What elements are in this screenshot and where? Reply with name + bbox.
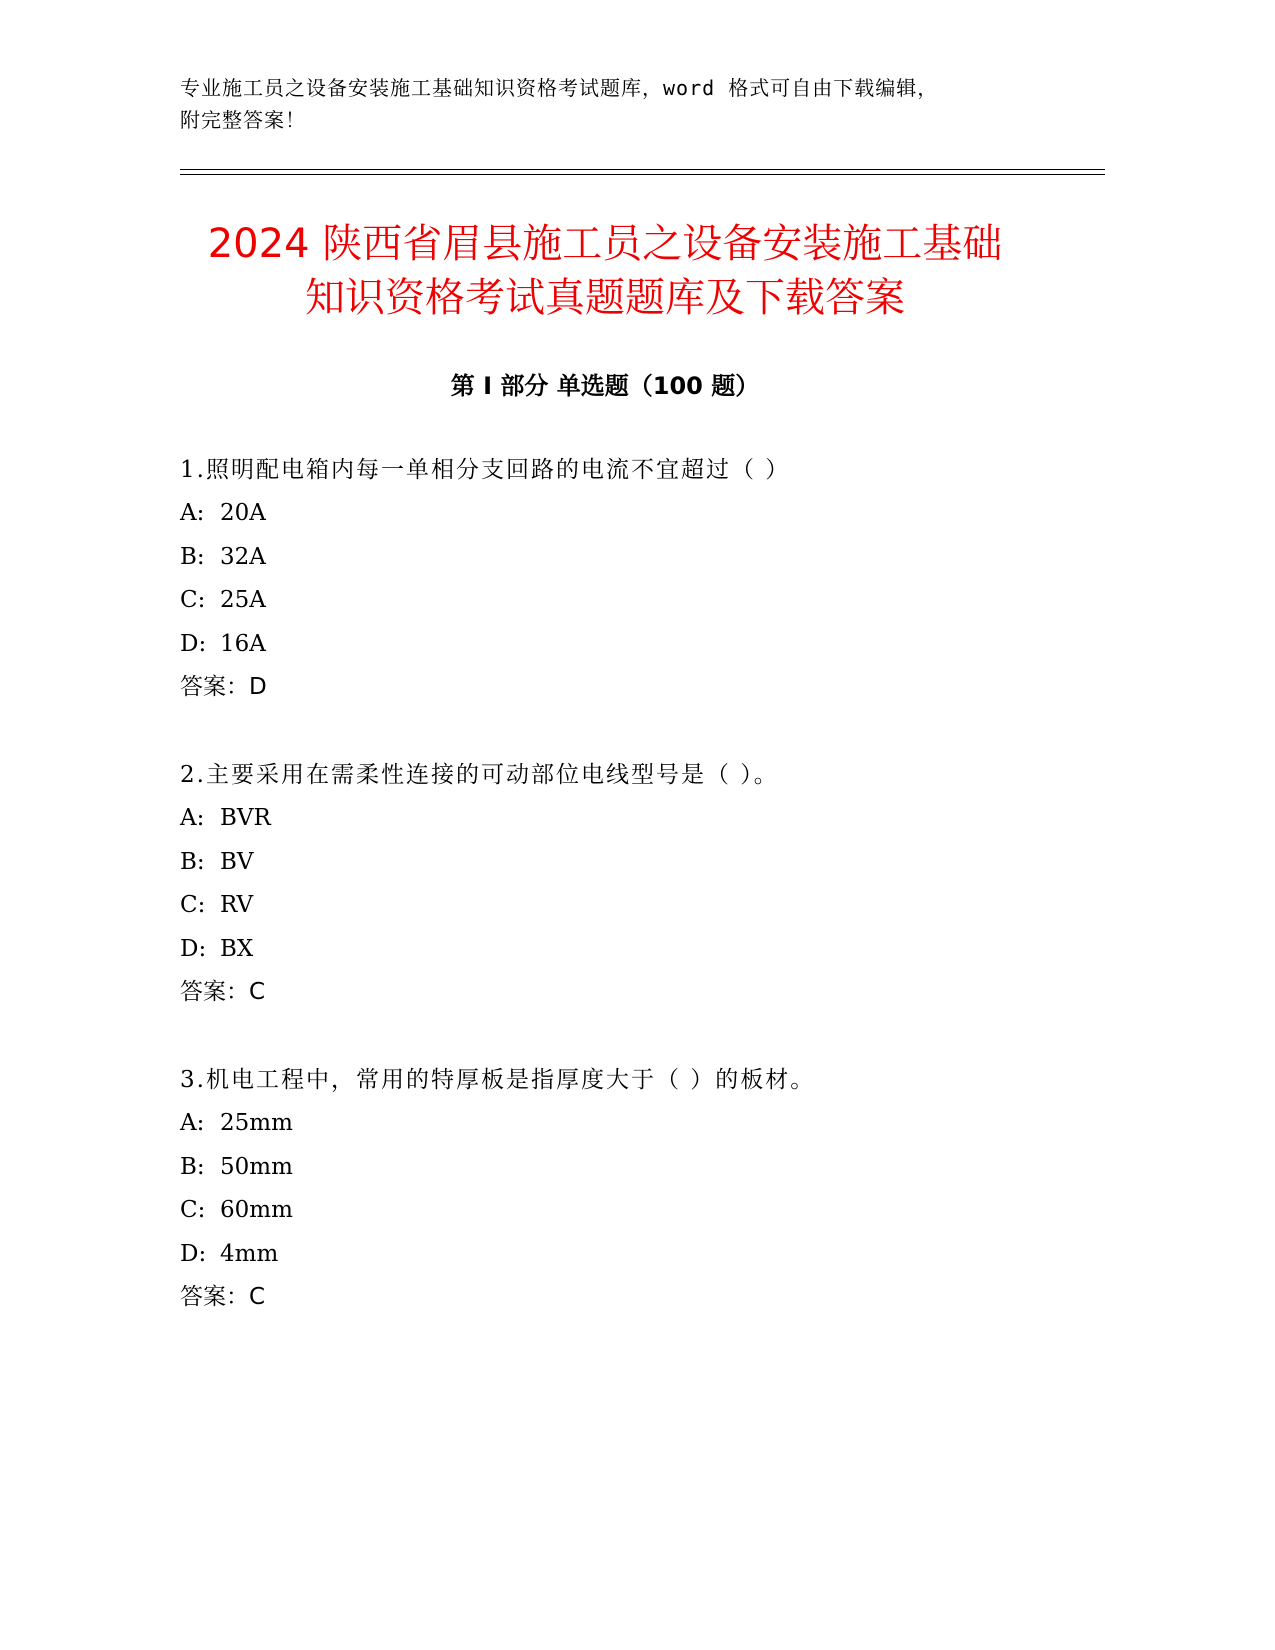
option-letter: C: (180, 1197, 206, 1224)
option-c (180, 890, 1080, 920)
option-text: RV (220, 892, 254, 919)
option-text: BVR (220, 805, 271, 831)
option-letter: A: (180, 805, 205, 831)
question-1 (180, 455, 1080, 702)
option-text: 50mm (220, 1153, 293, 1180)
option-letter: A: (180, 1110, 205, 1136)
question-2 (180, 760, 1080, 1007)
option-letter: B: (180, 543, 205, 570)
option-d (180, 934, 1080, 964)
option-text: 16A (220, 630, 266, 657)
question-stem: 3.机电工程中，常用的特厚板是指厚度大于（ ）的板材。 (180, 1067, 816, 1093)
header-divider-top (180, 169, 1105, 170)
option-letter: A: (180, 500, 205, 526)
option-text: 60mm (220, 1197, 293, 1224)
option-c (180, 585, 1080, 615)
option-b (180, 1152, 1080, 1182)
option-text: BV (220, 848, 254, 875)
document-title-line-1: 2024 陕西省眉县施工员之设备安装施工基础 (207, 221, 1003, 267)
option-letter: D: (180, 630, 207, 657)
header-intro-line-2: 附完整答案！ (180, 108, 306, 132)
option-a (180, 498, 1080, 528)
question-stem: 1.照明配电箱内每一单相分支回路的电流不宜超过（ ） (180, 457, 791, 483)
answer-text: 答案：C (180, 1284, 266, 1311)
option-text: 25mm (220, 1110, 293, 1136)
option-letter: B: (180, 1153, 205, 1180)
answer-text: 答案：C (180, 979, 266, 1006)
question-stem: 2.主要采用在需柔性连接的可动部位电线型号是（ ）。 (180, 762, 779, 788)
option-letter: D: (180, 1240, 207, 1267)
option-text: 32A (220, 543, 266, 570)
option-text: 4mm (220, 1240, 279, 1267)
option-letter: C: (180, 587, 206, 614)
option-text: BX (220, 935, 254, 962)
option-a (180, 1108, 1080, 1138)
option-b (180, 542, 1080, 572)
question-3 (180, 1065, 1080, 1312)
option-letter: B: (180, 848, 205, 875)
document-title-line-2: 知识资格考试真题题库及下载答案 (305, 275, 905, 321)
option-text: 20A (220, 500, 266, 526)
option-b (180, 847, 1080, 877)
option-text: 25A (220, 587, 266, 614)
header-divider-bottom (180, 174, 1105, 175)
section-title: 第 I 部分 单选题（100 题） (450, 372, 760, 400)
option-letter: D: (180, 935, 207, 962)
header-intro (180, 72, 1060, 136)
header-intro-line-1: 专业施工员之设备安装施工基础知识资格考试题库，word 格式可自由下载编辑， (180, 76, 939, 100)
option-d (180, 1239, 1080, 1269)
option-d (180, 629, 1080, 659)
option-c (180, 1195, 1080, 1225)
option-a (180, 803, 1080, 833)
option-letter: C: (180, 892, 206, 919)
answer-text: 答案：D (180, 674, 267, 701)
document-title (140, 217, 1070, 325)
